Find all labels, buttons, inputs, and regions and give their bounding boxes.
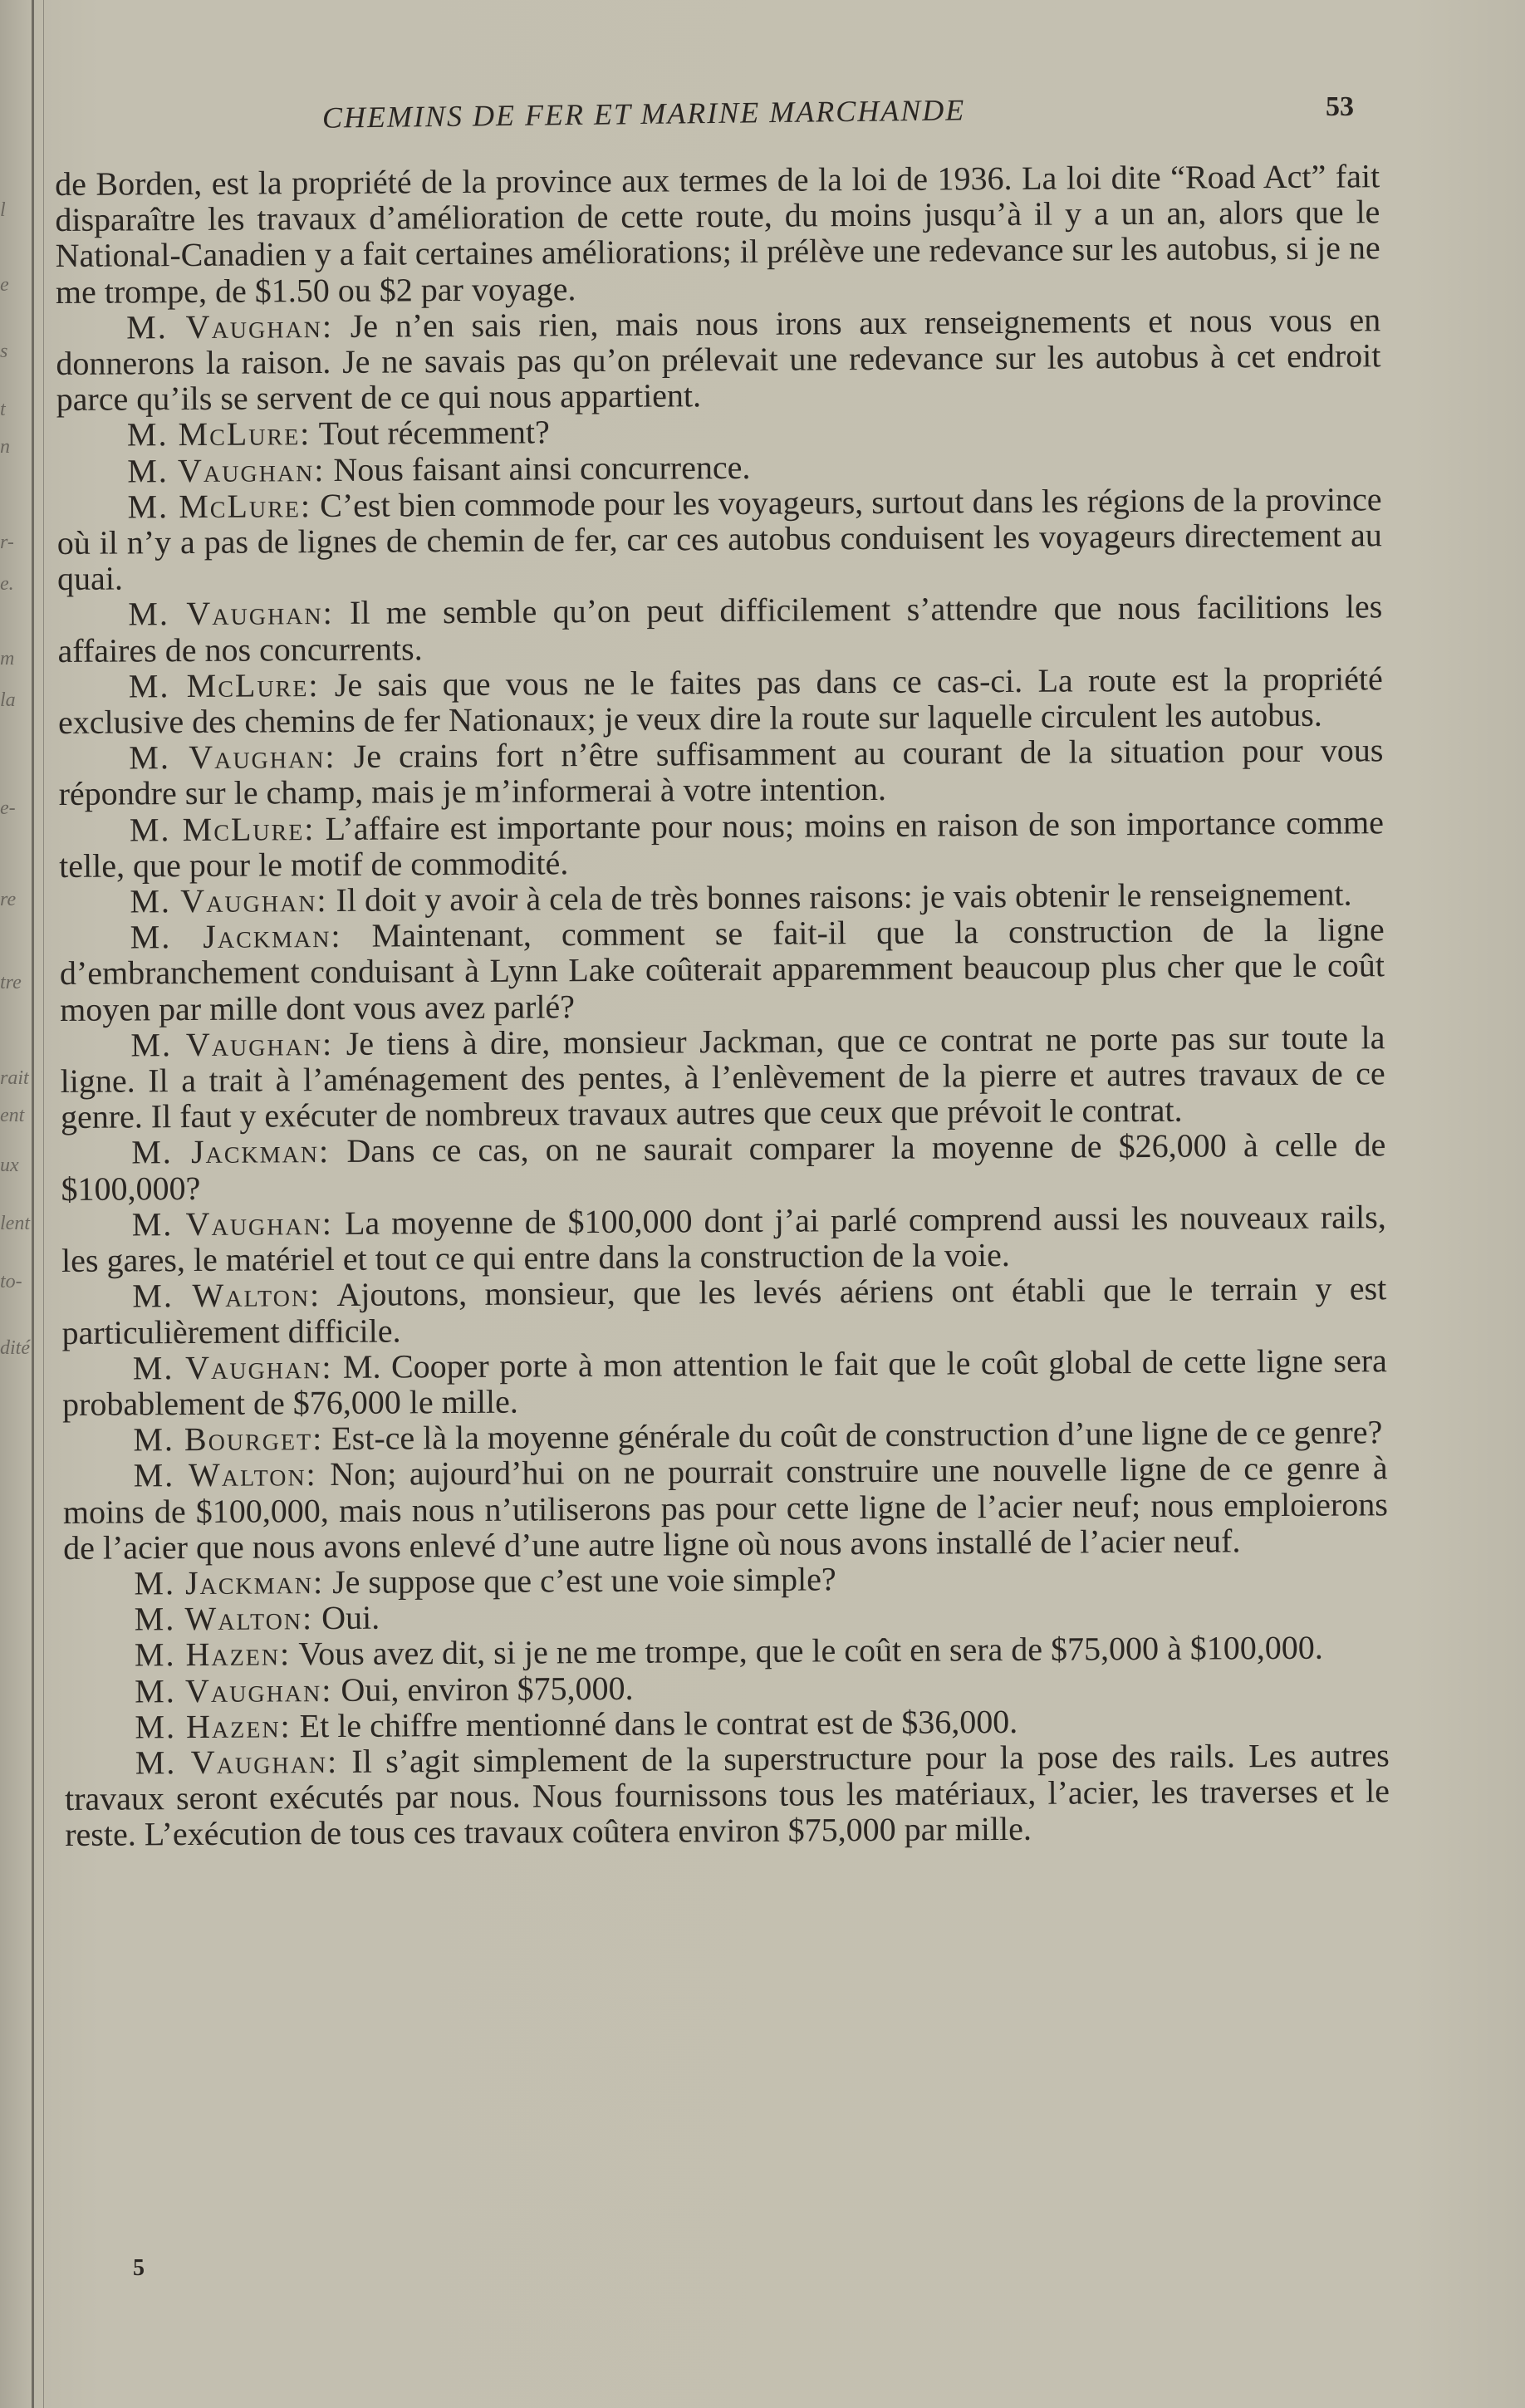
paragraph-text: Tout récemment? [318, 413, 550, 453]
paragraph [56, 302, 1381, 417]
binding-gutter [32, 0, 34, 2408]
speaker-name: M. Walton: [134, 1599, 314, 1638]
margin-fragment: r- [0, 532, 14, 553]
paragraph-text: Il doit y avoir à cela de très bonnes raisons: je vais obtenir le renseignement. [336, 875, 1352, 920]
speaker-name: M. Vaughan: [135, 1742, 339, 1782]
paragraph-text: Non; aujourd’hui on ne pourrait construire une nouvelle ligne de ce genre à moins de $100,000, mais nous n’utiliserons pas pour cette ligne de l’acier neuf; nous emploierons de l’acier que nous avons enlevé d’une autre ligne où nous avons installé de l’acier neuf. [62, 1449, 1389, 1567]
margin-fragment: dité [0, 1337, 30, 1359]
paragraph-text: C’est bien commode pour les voyageurs, surtout dans les régions de la province où il n’y a pas de lignes de chemin de fer, car ces autobus conduisent les voyageurs directement au quai. [56, 480, 1382, 598]
paragraph-text: Il me semble qu’on peut difficilement s’attendre que nous facilitions les affaires de nos concurrents. [57, 587, 1383, 669]
paragraph [56, 481, 1382, 596]
margin-fragment: to- [0, 1271, 22, 1292]
paragraph [61, 1271, 1386, 1351]
margin-fragment: s [0, 341, 8, 362]
paragraph-text: Je crains fort n’être suffisamment au courant de la situation pour vous répondre sur le champ, mais je m’informerai à votre intention. [58, 731, 1384, 813]
paragraph-text: Oui, environ $75,000. [341, 1669, 634, 1709]
transcript-body [55, 158, 1390, 1852]
margin-fragment: e. [0, 573, 14, 595]
speaker-name: M. Vaughan: [131, 1204, 334, 1243]
paragraph [57, 589, 1382, 669]
paragraph-text: Maintenant, comment se fait-il que la construction de la ligne d’embranchement conduisant à Lynn Lake coûterait apparemment beaucoup plus cher que le coût moyen par mille dont vous avez parlé? [59, 910, 1385, 1028]
speaker-name: M. Bourget: [133, 1420, 324, 1459]
speaker-name: M. Walton: [132, 1276, 321, 1315]
paragraph-text: Ajoutons, monsieur, que les levés aériens ont établi que le terrain y est particulièrement difficile. [61, 1269, 1387, 1351]
paragraph [59, 804, 1384, 884]
paragraph-text: Je tiens à dire, monsieur Jackman, que ce contrat ne porte pas sur toute la ligne. Il a trait à l’aménagement des pentes, à l’enlèvement de la pierre et autres travaux de ce genre. Il faut y exécuter de nombreux travaux autres que ceux que prévoit le contrat. [60, 1018, 1385, 1136]
paragraph [62, 1342, 1387, 1422]
speaker-name: M. McLure: [127, 486, 312, 526]
paragraph-text: Je n’en sais rien, mais nous irons aux renseignements et nous vous en donnerons la raison. Je ne savais pas qu’on prélevait une redevance sur les autobus à cet endroit parce qu’ils se servent de ce qui nous appartient. [56, 301, 1381, 419]
margin-fragment: la [0, 689, 16, 711]
margin-fragment: rait [0, 1067, 29, 1089]
margin-fragment: lent [0, 1213, 30, 1234]
paragraph-text: La moyenne de $100,000 dont j’ai parlé comprend aussi les nouveaux rails, les gares, le matériel et tout ce qui entre dans la construction de la voie. [61, 1198, 1386, 1280]
paragraph [61, 1199, 1386, 1278]
margin-fragment: m [0, 648, 15, 669]
margin-fragment: ux [0, 1155, 19, 1176]
page-header [316, 91, 1395, 141]
paragraph [65, 1737, 1390, 1852]
paragraph [60, 912, 1385, 1027]
margin-fragment: tre [0, 972, 22, 993]
paragraph [55, 158, 1380, 310]
paragraph [58, 732, 1383, 812]
binding-gutter-edge [43, 0, 44, 2408]
speaker-name: M. Vaughan: [129, 738, 336, 777]
margin-fragment: n [0, 436, 10, 458]
margin-fragment: e [0, 274, 9, 296]
speaker-name: M. Hazen: [134, 1635, 292, 1674]
speaker-name: M. Vaughan: [135, 1670, 333, 1709]
paragraph [60, 1019, 1385, 1135]
paragraph-text: Vous avez dit, si je ne me trompe, que le coût en sera de $75,000 à $100,000. [298, 1629, 1323, 1673]
speaker-name: M. Vaughan: [130, 881, 328, 920]
paragraph-text: Il s’agit simplement de la superstructure pour la pose des rails. Les autres travaux seront exécutés par nous. Nous fournissons tous les matériaux, l’acier, les traverses et le reste. L’exécution de tous ces travaux coûtera environ $75,000 par mille. [64, 1736, 1390, 1854]
paragraph [61, 1127, 1385, 1207]
margin-fragment: e- [0, 797, 16, 819]
speaker-name: M. McLure: [129, 809, 316, 849]
paragraph-text: de Borden, est la propriété de la province aux termes de la loi de 1936. La loi dite “Road Act” fait disparaître les travaux d’amélioration de cette route, du moins jusqu’à il y a un an, alors que le National-Canadien y a fait certaines améliorations; il prélève une redevance sur les autobus, si je ne me trompe, de $1.50 ou $2 par voyage. [54, 157, 1380, 311]
paragraph-text: Est-ce là la moyenne générale du coût de construction d’une ligne de ce genre? [331, 1413, 1383, 1458]
paragraph-text: Dans ce cas, on ne saurait comparer la moyenne de $26,000 à celle de $100,000? [61, 1126, 1386, 1208]
speaker-name: M. McLure: [126, 414, 311, 454]
margin-fragment: t [0, 399, 6, 420]
speaker-name: M. Vaughan: [130, 1024, 334, 1064]
speaker-name: M. Jackman: [131, 1132, 331, 1171]
paragraph-text: Je sais que vous ne le faites pas dans ce cas-ci. La route est la propriété exclusive des chemins de fer Nationaux; je veux dire la route sur laquelle circulent les autobus. [57, 660, 1383, 742]
paragraph-text: L’affaire est importante pour nous; moins en raison de son importance comme telle, que pour le motif de commodité. [59, 802, 1385, 885]
speaker-name: M. Vaughan: [128, 594, 334, 633]
running-title: CHEMINS DE FER ET MARINE MARCHANDE [321, 93, 966, 135]
page-number: 53 [1326, 91, 1354, 122]
speaker-name: M. Vaughan: [127, 450, 326, 490]
speaker-name: M. Vaughan: [126, 307, 334, 346]
speaker-name: M. McLure: [128, 665, 320, 705]
paragraph-text: Je suppose que c’est une voie simple? [331, 1560, 836, 1601]
speaker-name: M. Jackman: [134, 1562, 325, 1602]
paragraph-text: M. Cooper porte à mon attention le fait que le coût global de cette ligne sera probablement de $76,000 le mille. [61, 1341, 1387, 1423]
paragraph-text: Oui. [321, 1598, 380, 1637]
speaker-name: M. Jackman: [130, 917, 342, 956]
speaker-name: M. Walton: [133, 1455, 317, 1494]
paragraph [63, 1450, 1389, 1566]
speaker-name: M. Hazen: [135, 1707, 292, 1746]
paragraph [64, 1630, 1389, 1674]
signature-mark: 5 [133, 2255, 145, 2281]
margin-fragment: ent [0, 1105, 25, 1126]
margin-fragment: l [0, 199, 6, 221]
speaker-name: M. Vaughan: [132, 1347, 333, 1387]
margin-fragment: re [0, 889, 17, 910]
paragraph [58, 660, 1383, 740]
paragraph-text: Nous faisant ainsi concurrence. [333, 448, 751, 488]
paragraph-text: Et le chiffre mentionné dans le contrat est de $36,000. [299, 1702, 1018, 1744]
